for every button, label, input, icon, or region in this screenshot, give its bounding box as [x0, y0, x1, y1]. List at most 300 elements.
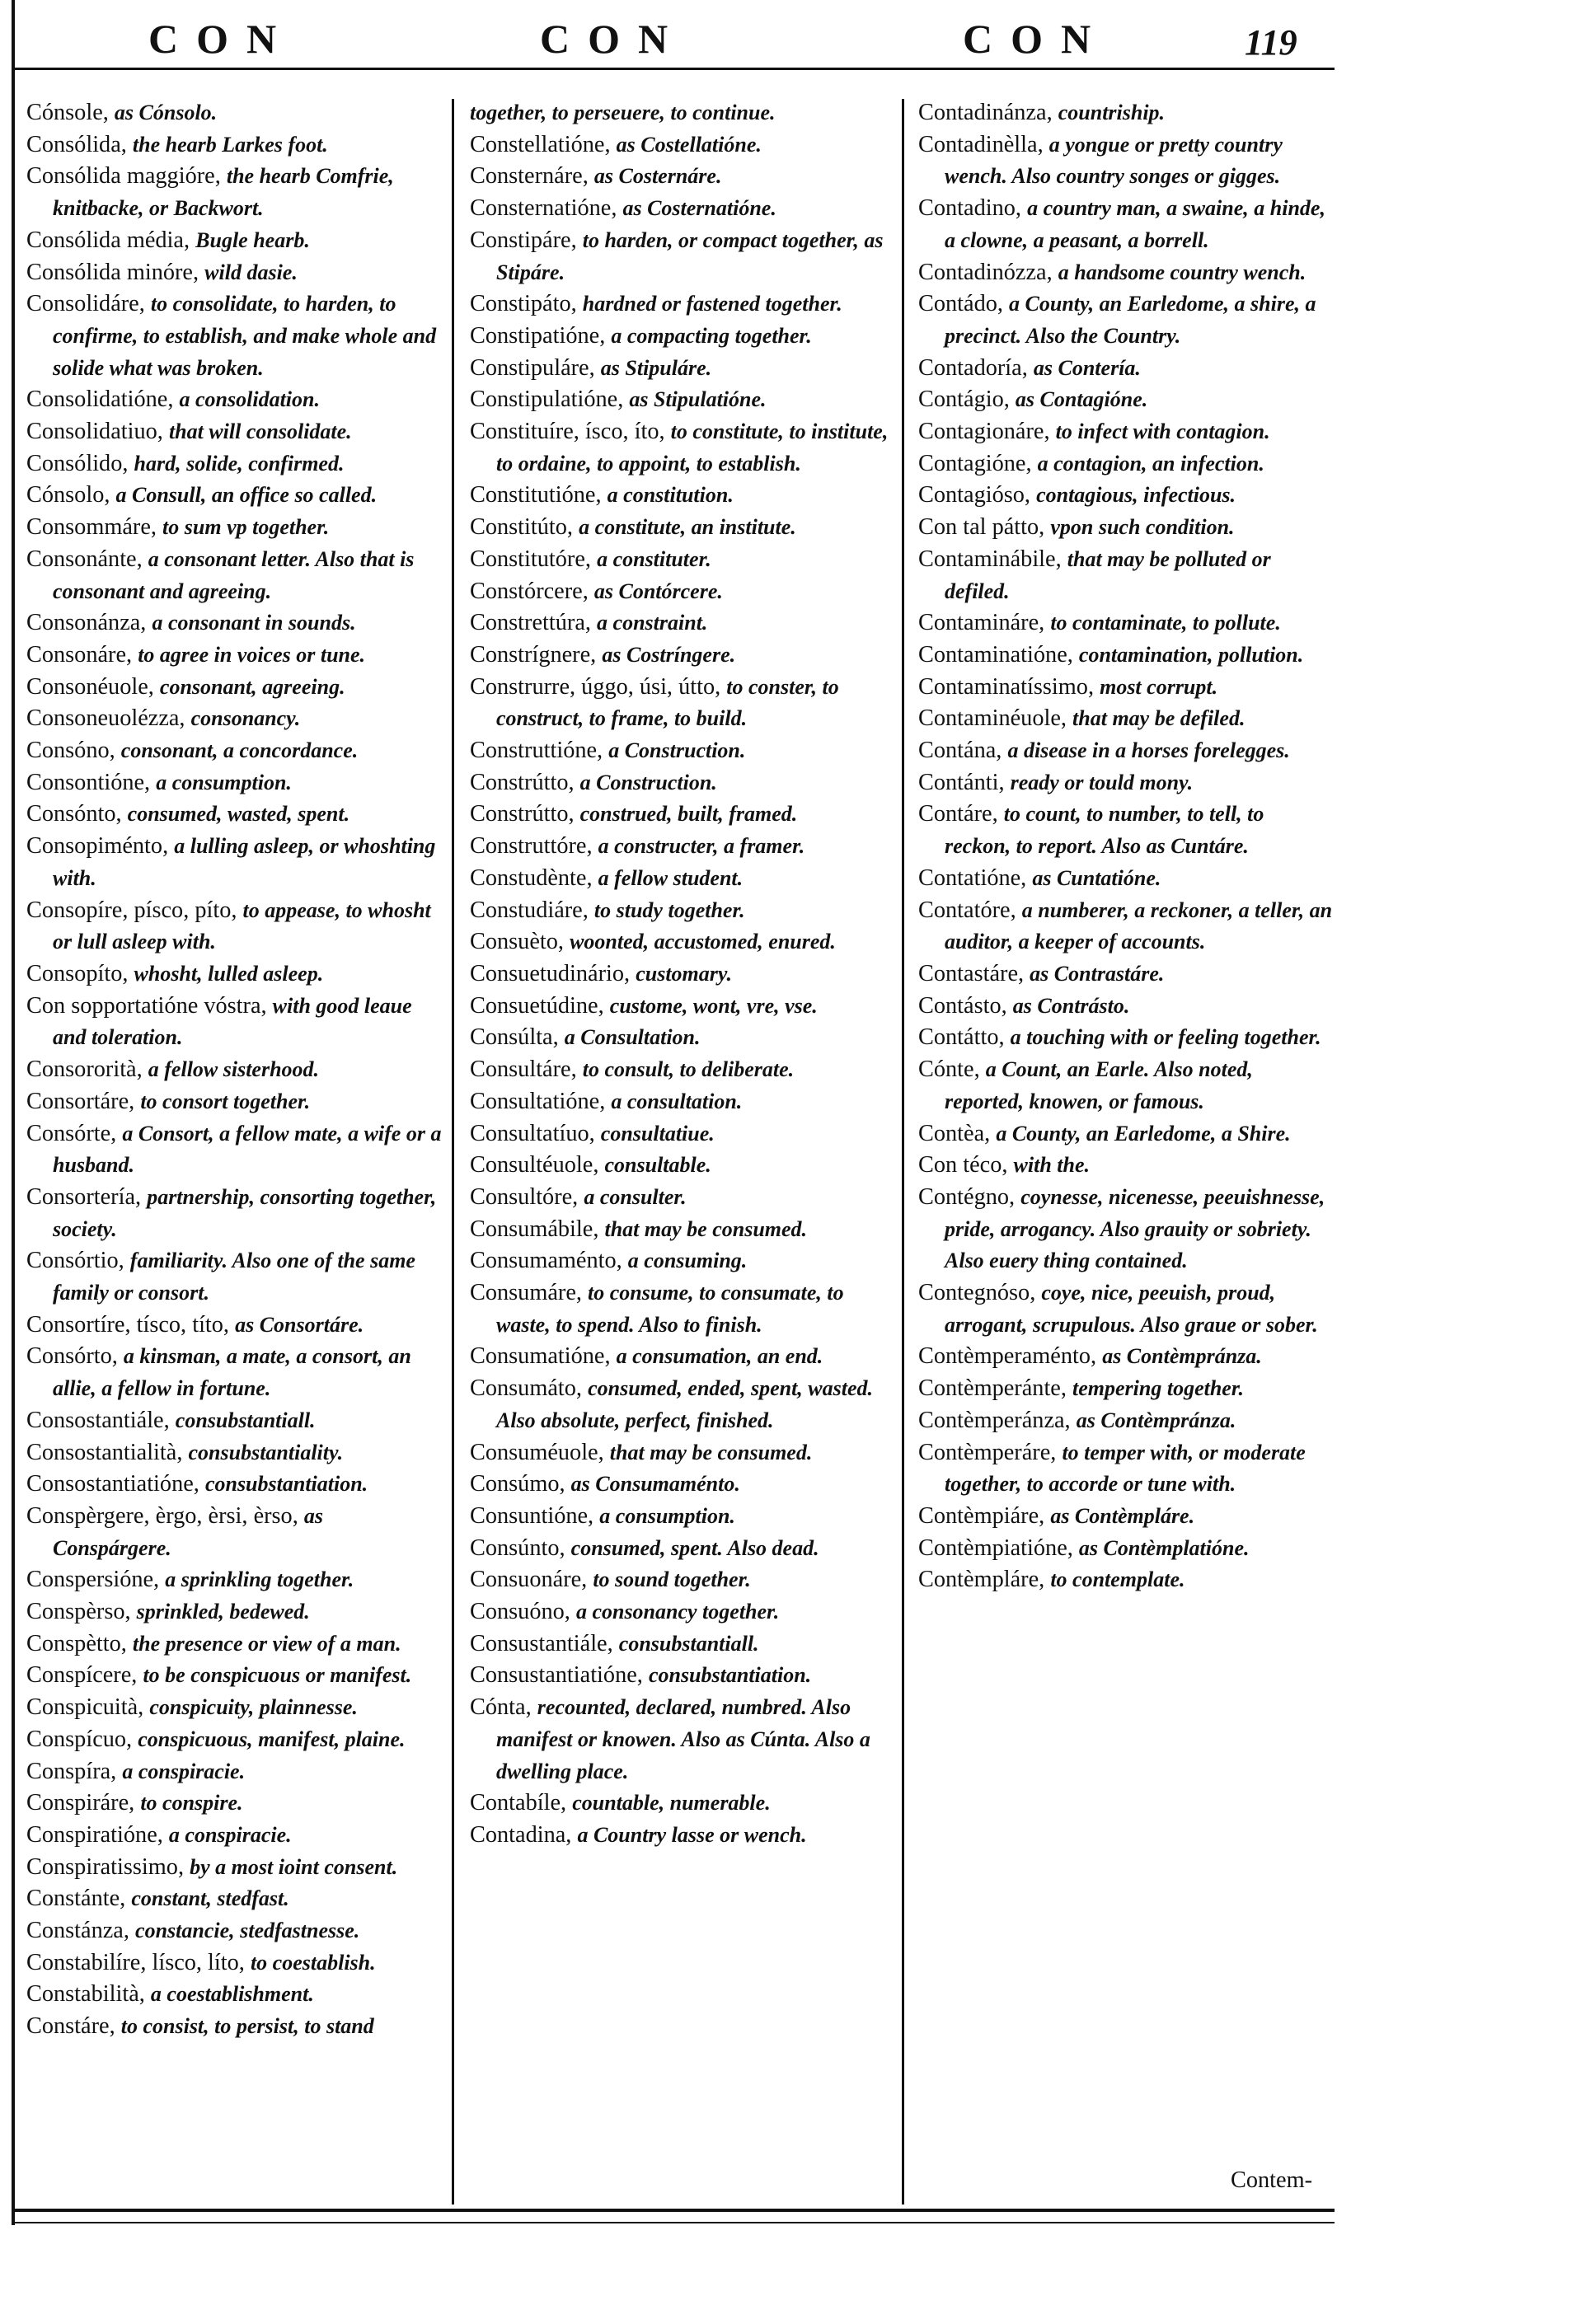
definition: as Contrastáre.	[1030, 961, 1165, 986]
headword: Constipulatióne,	[470, 387, 624, 413]
headword: Consórto,	[26, 1343, 118, 1370]
headword: Conspètto,	[26, 1630, 127, 1656]
dictionary-entry	[918, 895, 1335, 958]
definition: to consolidate, to harden, to confirme, to establish, and make whole and solide what was broken.	[53, 292, 437, 380]
headword: Constánte,	[26, 1886, 126, 1912]
definition: a handsome country wench.	[1058, 260, 1306, 284]
headword: Consultéuole,	[470, 1152, 599, 1178]
dictionary-entry	[470, 1437, 894, 1469]
headword: Contèmperaménto,	[918, 1343, 1097, 1370]
headword: Contagióso,	[918, 482, 1030, 508]
headword: Cónsole,	[26, 100, 109, 125]
definition: a Construction.	[579, 770, 717, 794]
definition: to coestablish.	[250, 1950, 376, 1975]
headword: Consónto,	[26, 801, 122, 827]
headword: Contádo,	[918, 291, 1003, 317]
dictionary-entry	[470, 799, 894, 831]
footer-rule	[12, 2209, 1335, 2212]
definition: hard, solide, confirmed.	[134, 451, 345, 476]
headword: Contána,	[918, 738, 1002, 764]
definition: the hearb Larkes foot.	[132, 132, 328, 157]
dictionary-entry	[918, 735, 1335, 767]
dictionary-entry	[26, 1979, 443, 2011]
definition: to sum vp together.	[162, 515, 330, 540]
headword: Consontióne,	[26, 769, 151, 795]
dictionary-entry	[918, 672, 1335, 704]
dictionary-entry	[918, 544, 1335, 607]
dictionary-entry	[470, 958, 894, 991]
headword: Consuóno,	[470, 1599, 570, 1625]
headword: Consumatióne,	[470, 1343, 611, 1370]
definition: together, to perseuere, to continue.	[470, 101, 776, 124]
definition: a Consull, an office so called.	[115, 483, 378, 508]
definition: to temper with, or moderate together, to accorde or tune with.	[945, 1440, 1306, 1497]
headword: Contèmpiatióne,	[918, 1534, 1073, 1561]
headword: Contagionáre,	[918, 419, 1050, 445]
headword: Consustantiále,	[470, 1630, 613, 1656]
headword: Consonéuole,	[26, 673, 154, 700]
dictionary-entry	[26, 703, 443, 735]
dictionary-entry	[470, 576, 894, 608]
definition: a consuming.	[627, 1249, 748, 1273]
dictionary-entry	[470, 193, 894, 225]
headword: Consuetúdine,	[470, 992, 604, 1019]
definition: to appease, to whosht or lull asleep with.	[53, 897, 431, 954]
headword: Constipuláre,	[470, 354, 595, 381]
definition: to consult, to deliberate.	[582, 1057, 795, 1082]
headword: Consopiménto,	[26, 833, 169, 860]
definition: a fellow sisterhood.	[148, 1057, 320, 1082]
definition: to study together.	[593, 897, 745, 922]
headword: Conspiratissimo,	[26, 1853, 185, 1880]
headword: Consultatíuo,	[470, 1120, 595, 1146]
dictionary-entry	[470, 512, 894, 544]
headword: Consternáre,	[470, 163, 589, 190]
headword: Conspersióne,	[26, 1567, 160, 1593]
definition: a consonancy together.	[575, 1600, 780, 1624]
definition: to conster, to construct, to frame, to build.	[496, 674, 839, 731]
headword: Con téco,	[918, 1152, 1008, 1178]
headword: Contadinánza,	[918, 100, 1053, 125]
definition: consubstantiation.	[648, 1663, 812, 1688]
dictionary-entry	[470, 831, 894, 863]
headword: Contadino,	[918, 195, 1021, 222]
headword: Contamináre,	[918, 610, 1045, 636]
definition: consumed, spent. Also dead.	[570, 1535, 819, 1560]
dictionary-entry	[918, 767, 1335, 799]
definition: that may be consumed.	[609, 1440, 813, 1464]
dictionary-entry	[918, 1373, 1335, 1405]
headword: Consostantialità,	[26, 1439, 183, 1465]
headword: Consúlta,	[470, 1024, 559, 1051]
dictionary-entry	[26, 1596, 443, 1628]
definition: conspicuous, manifest, plaine.	[138, 1727, 406, 1751]
headword: Constitutióne,	[470, 482, 602, 508]
dictionary-entry	[918, 1564, 1335, 1596]
definition: as Contèmplatióne.	[1078, 1535, 1250, 1560]
page-number: 119	[1245, 22, 1297, 63]
headword: Constellatióne,	[470, 131, 611, 157]
definition: woonted, accustomed, enured.	[570, 930, 836, 954]
definition: consumed, ended, spent, wasted. Also absolute, perfect, finished.	[496, 1376, 874, 1432]
definition: a conspiracie.	[168, 1822, 292, 1847]
dictionary-entry	[26, 129, 443, 162]
dictionary-entry	[470, 926, 894, 958]
definition: to consort together.	[140, 1089, 311, 1113]
headword: Constudiáre,	[470, 897, 589, 923]
headword: Constipatióne,	[470, 322, 606, 349]
dictionary-entry	[26, 1086, 443, 1118]
column-3	[918, 97, 1335, 1596]
definition: with the.	[1013, 1153, 1091, 1178]
definition: tempering together.	[1072, 1376, 1245, 1401]
definition: countriship.	[1058, 101, 1166, 124]
definition: customary.	[636, 961, 732, 986]
definition: as Costellatióne.	[616, 132, 762, 157]
definition: as Contèmpránza.	[1076, 1408, 1236, 1432]
headword: Consuonáre,	[470, 1567, 588, 1593]
dictionary-entry	[470, 384, 894, 416]
dictionary-entry	[26, 512, 443, 544]
definition: contamination, pollution.	[1078, 642, 1304, 667]
header-rule	[12, 68, 1335, 70]
headword: Consortería,	[26, 1183, 142, 1210]
headword: Contatióne,	[918, 864, 1027, 891]
dictionary-entry	[470, 767, 894, 799]
headword: Contaminatióne,	[918, 641, 1073, 668]
definition: conspicuity, plainnesse.	[149, 1695, 358, 1720]
definition: a County, an Earledome, a shire, a precinct. Also the Country.	[945, 292, 1316, 348]
headword: Consólido,	[26, 450, 129, 476]
dictionary-entry	[918, 448, 1335, 480]
dictionary-entry	[26, 1628, 443, 1661]
headword: Constitutóre,	[470, 546, 591, 572]
definition: as Cuntatióne.	[1032, 865, 1161, 890]
dictionary-entry	[26, 640, 443, 672]
headword: Constrettúra,	[470, 610, 591, 636]
dictionary-entry	[918, 480, 1335, 512]
dictionary-entry	[918, 353, 1335, 385]
definition: a conspiracie.	[122, 1759, 246, 1783]
definition: a coestablishment.	[150, 1982, 314, 2007]
definition: consonancy.	[190, 706, 301, 731]
running-head-center: CON	[540, 16, 687, 62]
dictionary-entry	[26, 1915, 443, 1947]
headword: Consóno,	[26, 738, 115, 764]
headword: Construrre, úggo, úsi, útto,	[470, 673, 721, 700]
definition: to sound together.	[593, 1567, 751, 1592]
dictionary-entry	[918, 1501, 1335, 1533]
headword: Contaminábile,	[918, 546, 1062, 572]
headword: Constabilità,	[26, 1981, 145, 2008]
dictionary-entry	[26, 1182, 443, 1245]
dictionary-entry	[470, 1277, 894, 1341]
dictionary-entry	[26, 1724, 443, 1756]
dictionary-entry	[918, 97, 1335, 129]
definition: partnership, consorting together, society.	[53, 1184, 437, 1241]
definition: as Costríngere.	[602, 642, 736, 667]
headword: Consólida maggióre,	[26, 163, 221, 190]
dictionary-entry	[26, 161, 443, 224]
dictionary-entry	[470, 1118, 894, 1150]
dictionary-entry	[918, 640, 1335, 672]
dictionary-entry	[918, 1118, 1335, 1150]
dictionary-entry	[26, 416, 443, 448]
definition: a Count, an Earle. Also noted, reported, knowen, or famous.	[945, 1057, 1253, 1113]
definition: construed, built, framed.	[579, 802, 798, 827]
headword: Constudènte,	[470, 864, 593, 891]
headword: Conspícere,	[26, 1662, 138, 1689]
definition: to harden, or compact together, as Stipáre.	[496, 227, 884, 284]
headword: Contèmperánza,	[918, 1407, 1071, 1433]
dictionary-entry	[470, 225, 894, 288]
dictionary-entry	[26, 1341, 443, 1404]
dictionary-entry	[470, 1086, 894, 1118]
dictionary-entry	[470, 607, 894, 640]
dictionary-entry	[918, 288, 1335, 352]
definition: recounted, declared, numbred. Also manifest or knowen. Also as Cúnta. Also a dwelling place.	[496, 1695, 870, 1783]
dictionary-entry	[918, 257, 1335, 289]
dictionary-entry	[26, 958, 443, 991]
headword: Consumábile,	[470, 1216, 599, 1242]
dictionary-entry	[26, 799, 443, 831]
headword: Constrútto,	[470, 769, 575, 795]
dictionary-entry	[26, 1852, 443, 1884]
definition: as Contèmpláre.	[1050, 1503, 1195, 1528]
definition: to consume, to consumate, to waste, to spend. Also to finish.	[496, 1281, 844, 1337]
definition: a consultation.	[611, 1089, 743, 1113]
definition: familiarity. Also one of the same family or consort.	[53, 1249, 415, 1305]
definition: with good leaue and toleration.	[53, 993, 412, 1050]
definition: consultatiue.	[600, 1121, 715, 1146]
headword: Contadinózza,	[918, 259, 1053, 285]
headword: Constrútto,	[470, 801, 575, 827]
headword: Contatóre,	[918, 897, 1016, 923]
definition: a constructer, a framer.	[598, 834, 805, 859]
dictionary-entry	[918, 416, 1335, 448]
definition: a Consort, a fellow mate, a wife or a husband.	[53, 1121, 442, 1178]
headword: Contèmpiáre,	[918, 1502, 1045, 1529]
dictionary-entry	[26, 991, 443, 1054]
definition: a Country lasse or wench.	[577, 1822, 807, 1847]
headword: Contèa,	[918, 1120, 991, 1146]
dictionary-entry	[918, 1405, 1335, 1437]
dictionary-entry	[26, 831, 443, 894]
headword: Consultatióne,	[470, 1088, 606, 1114]
headword: Consostantiále,	[26, 1407, 170, 1433]
dictionary-entry	[470, 1660, 894, 1692]
definition: as Contèmpránza.	[1102, 1344, 1262, 1369]
definition: a yongue or pretty country wench. Also country songes or gigges.	[945, 132, 1283, 189]
dictionary-entry	[470, 1501, 894, 1533]
headword: Contèmpláre,	[918, 1567, 1045, 1593]
headword: Consuntióne,	[470, 1502, 594, 1529]
definition: that may be defiled.	[1072, 706, 1246, 731]
dictionary-entry	[26, 257, 443, 289]
definition: consonant, a concordance.	[120, 738, 359, 763]
dictionary-entry	[470, 97, 894, 129]
definition: sprinkled, bedewed.	[136, 1600, 310, 1624]
definition: a consonant letter. Also that is consonant and agreeing.	[53, 546, 415, 603]
definition: a consonant in sounds.	[152, 611, 356, 635]
definition: ready or tould mony.	[1010, 770, 1194, 794]
definition: constant, stedfast.	[131, 1886, 289, 1911]
definition: consubstantiall.	[175, 1408, 316, 1432]
page-frame-left	[12, 0, 15, 2225]
headword: Consultáre,	[470, 1057, 577, 1083]
dictionary-entry	[470, 640, 894, 672]
catchword: Contem-	[1231, 2167, 1313, 2193]
headword: Constrígnere,	[470, 641, 597, 668]
definition: by a most ioint consent.	[190, 1854, 398, 1879]
dictionary-entry	[26, 225, 443, 257]
dictionary-entry	[26, 1469, 443, 1501]
headword: Consolidatióne,	[26, 387, 174, 413]
headword: Conspèrso,	[26, 1599, 131, 1625]
dictionary-entry	[918, 1277, 1335, 1341]
headword: Consólida,	[26, 131, 127, 157]
definition: a County, an Earledome, a Shire.	[996, 1121, 1291, 1146]
dictionary-entry	[470, 544, 894, 576]
definition: a disease in a horses forelegges.	[1007, 738, 1290, 763]
headword: Conspèrgere, èrgo, èrsi, èrso,	[26, 1502, 298, 1529]
dictionary-entry	[918, 799, 1335, 862]
definition: coynesse, nicenesse, peeuishnesse, pride, arrogancy. Also grauity or sobriety. Also euery thing contained.	[945, 1184, 1325, 1273]
headword: Contáre,	[918, 801, 998, 827]
headword: Constitúto,	[470, 514, 574, 541]
headword: Conspícuo,	[26, 1726, 133, 1752]
dictionary-entry	[470, 161, 894, 193]
headword: Contásto,	[918, 992, 1007, 1019]
definition: as Consumaménto.	[570, 1472, 740, 1497]
dictionary-entry	[470, 1022, 894, 1054]
definition: that will consolidate.	[168, 419, 352, 444]
definition: as Costernáre.	[593, 164, 722, 189]
dictionary-entry	[26, 384, 443, 416]
dictionary-entry	[26, 1245, 443, 1309]
headword: Contadina,	[470, 1821, 572, 1848]
dictionary-entry	[918, 863, 1335, 895]
dictionary-entry	[918, 703, 1335, 735]
headword: Conspiráre,	[26, 1790, 135, 1816]
dictionary-entry	[26, 1788, 443, 1820]
headword: Cónte,	[918, 1057, 980, 1083]
definition: constancie, stedfastnesse.	[135, 1919, 360, 1943]
headword: Cónsolo,	[26, 482, 110, 508]
headword: Constánza,	[26, 1918, 129, 1944]
headword: Contegnóso,	[918, 1280, 1036, 1306]
headword: Consumaménto,	[470, 1248, 622, 1274]
headword: Consommáre,	[26, 514, 157, 541]
headword: Contèmperánte,	[918, 1375, 1067, 1402]
definition: vpon such condition.	[1050, 515, 1235, 540]
dictionary-entry	[470, 1692, 894, 1788]
headword: Constipáto,	[470, 291, 577, 317]
definition: as Stipulatióne.	[629, 387, 767, 412]
dictionary-entry	[918, 129, 1335, 193]
dictionary-entry	[918, 1341, 1335, 1373]
definition: a consumption.	[599, 1503, 735, 1528]
definition: to contemplate.	[1050, 1567, 1185, 1592]
headword: Consortíre, tísco, títo,	[26, 1311, 230, 1338]
headword: Cónta,	[470, 1694, 532, 1721]
dictionary-entry	[26, 1564, 443, 1596]
definition: a consolidation.	[179, 387, 320, 412]
definition: a kinsman, a mate, a consort, an allie, a fellow in fortune.	[53, 1344, 411, 1401]
definition: hardned or fastened together.	[582, 292, 842, 316]
headword: Consolidatiuo,	[26, 419, 163, 445]
definition: a sprinkling together.	[165, 1567, 354, 1592]
definition: that may be consumed.	[604, 1216, 808, 1241]
headword: Consólida minóre,	[26, 259, 199, 285]
headword: Contánti,	[918, 769, 1005, 795]
dictionary-entry	[470, 1182, 894, 1214]
dictionary-entry	[470, 1628, 894, 1661]
definition: as Stipuláre.	[600, 355, 712, 380]
definition: the presence or view of a man.	[132, 1631, 401, 1656]
definition: as Contagióne.	[1015, 387, 1148, 412]
headword: Consustantiatióne,	[470, 1662, 643, 1689]
dictionary-entry	[26, 288, 443, 384]
dictionary-entry	[470, 1054, 894, 1086]
headword: Conspicuità,	[26, 1694, 144, 1721]
definition: a fellow student.	[598, 865, 744, 890]
definition: a consumption.	[156, 770, 292, 794]
definition: consumed, wasted, spent.	[127, 802, 350, 827]
definition: a consulter.	[584, 1184, 687, 1209]
headword: Constituíre, ísco, íto,	[470, 419, 665, 445]
definition: a touching with or feeling together.	[1010, 1025, 1321, 1050]
dictionary-entry	[26, 480, 443, 512]
definition: a consumation, an end.	[616, 1344, 823, 1369]
definition: a constitution.	[607, 483, 734, 508]
definition: that may be polluted or defiled.	[945, 546, 1271, 603]
column-2	[470, 97, 894, 1852]
definition: to conspire.	[140, 1791, 243, 1816]
headword: Consórtio,	[26, 1248, 124, 1274]
dictionary-entry	[470, 895, 894, 927]
dictionary-entry	[26, 1660, 443, 1692]
dictionary-entry	[470, 480, 894, 512]
definition: as Costernatióne.	[622, 196, 776, 221]
headword: Contágio,	[918, 387, 1010, 413]
dictionary-entry	[918, 512, 1335, 544]
dictionary-entry	[26, 1118, 443, 1182]
headword: Con tal pátto,	[918, 514, 1045, 541]
definition: as Cónsolo.	[114, 101, 218, 124]
headword: Consumáto,	[470, 1375, 582, 1402]
definition: the hearb Comfrie, knitbacke, or Backwort.	[53, 164, 394, 221]
headword: Consúmo,	[470, 1471, 565, 1497]
dictionary-entry	[470, 288, 894, 321]
headword: Consumáre,	[470, 1280, 582, 1306]
definition: a constituter.	[597, 546, 711, 571]
definition: to consist, to persist, to stand	[120, 2014, 374, 2039]
definition: as Consortáre.	[235, 1312, 364, 1337]
headword: Consuetudinário,	[470, 960, 631, 986]
dictionary-entry	[470, 129, 894, 162]
dictionary-entry	[26, 735, 443, 767]
headword: Conspiratióne,	[26, 1821, 163, 1848]
headword: Consolidáre,	[26, 291, 145, 317]
dictionary-entry	[26, 544, 443, 607]
dictionary-entry	[470, 1788, 894, 1820]
dictionary-entry	[470, 672, 894, 735]
dictionary-entry	[470, 416, 894, 480]
definition: Bugle hearb.	[195, 227, 310, 252]
dictionary-entry	[470, 1373, 894, 1436]
dictionary-entry	[470, 863, 894, 895]
